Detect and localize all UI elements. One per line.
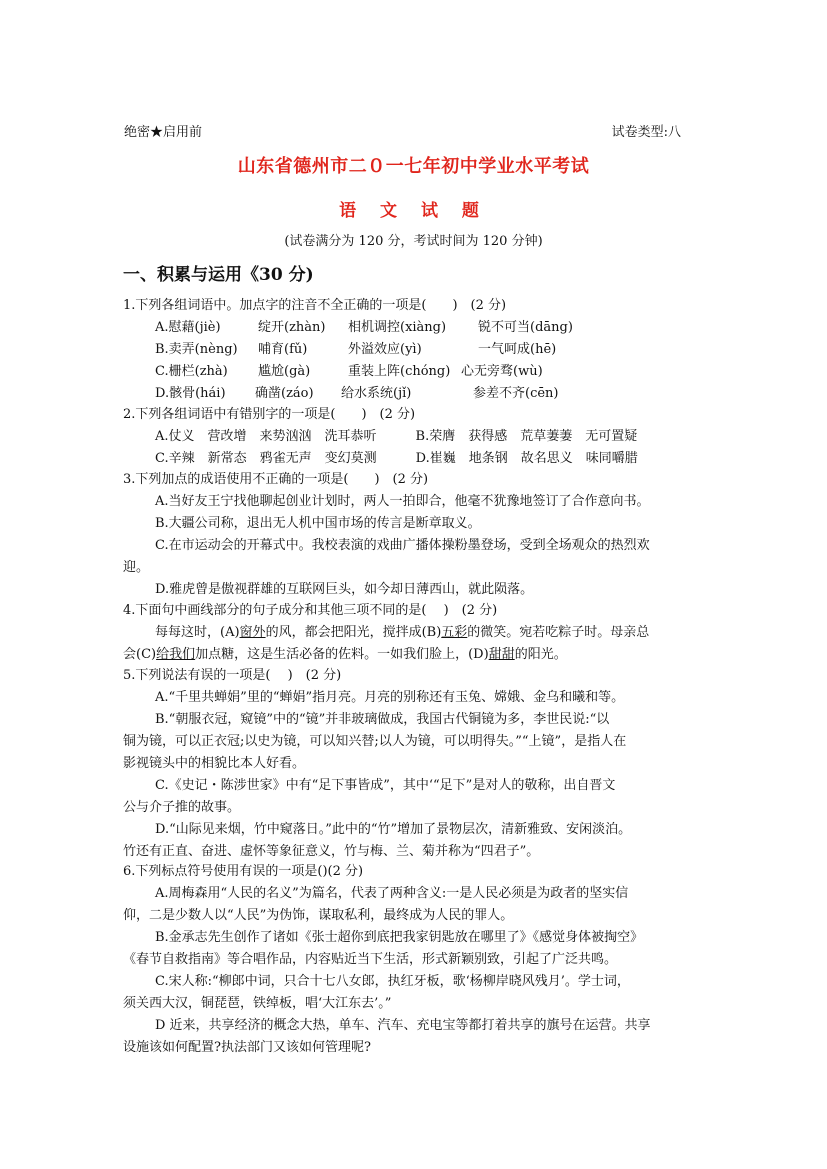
question-1-option-b [155,342,556,358]
option-item: 确凿(záo) [255,386,314,401]
question-3-option-a: A.当好友王宁找他聊起创业计划时，两人一拍即合，他毫不犹豫地签订了合作意向书。 [155,494,650,509]
question-3-option-d: D.雅虎曾是傲视群雄的互联网巨头，如今却日薄西山，就此陨落。 [155,582,534,597]
question-2-stem: 2.下列各组词语中有错别字的一项是( ) (2 分) [123,407,416,422]
exam-title: 山东省德州市二０一七年初中学业水平考试 [237,156,590,177]
passage-text: 每每这时，(A) [155,625,240,640]
option-item: 相机调控(xiàng) [348,320,447,335]
question-5-option-d-cont: 竹还有正直、奋进、虚怀等象征意义，竹与梅、兰、菊并称为“四君子”。 [123,844,540,859]
question-6-option-a-cont: 仰，二是少数人以“人民”为伪饰，谋取私利，最终成为人民的罪人。 [123,908,514,923]
question-6-option-b: B.金承志先生创作了诸如《张士超你到底把我家钥匙放在哪里了》《感觉身体被掏空》 [155,930,644,945]
question-4-passage-line-1 [155,625,649,641]
question-1-stem: 1.下列各组词语中。加点字的注音不全正确的一项是( ) (2 分) [123,298,507,313]
question-5-option-c: C.《史记・陈涉世家》中有“足下事皆成”，其中‘“足下”是对人的敬称，出自晋文 [155,778,616,793]
underlined-phrase-a: 窗外 [239,625,266,640]
question-5-option-b: B.“朝服衣冠，窥镜”中的“镜”并非玻璃做成，我国古代铜镜为多，李世民说:“以 [155,712,610,727]
option-item: 给水系统(jǐ) [341,386,412,401]
option-item: 绽开(zhàn) [258,320,326,335]
question-6-stem: 6.下列标点符号使用有误的一项是()(2 分) [123,864,364,879]
question-5-option-c-cont: 公与介子推的故事。 [123,800,241,815]
question-5-option-b-cont: 铜为镜，可以正衣冠;以史为镜，可以知兴替;以人为镜，可以明得失。”“上镜”，是指人在 [123,734,627,749]
question-1-option-d [155,386,559,402]
subject-title: 语 文 试 题 [339,201,488,221]
question-4-passage-line-2 [123,647,567,663]
passage-text: 会(C) [123,647,157,662]
option-item: C.栅栏(zhà) [155,364,228,379]
question-5-stem: 5.下列说法有误的一项是( ) (2 分) [123,668,342,683]
option-item: 重装上阵(chóng) [348,364,451,379]
question-2-options-cd: C.辛辣 新常态 鸦雀无声 变幻莫测 D.崔巍 地条钢 故名思义 味同嚼腊 [155,451,638,466]
question-1-option-a [155,320,573,336]
question-5-option-d: D.“山际见来烟，竹中窥落日。”此中的“竹”增加了景物层次，清新雅致、安闲淡泊。 [155,822,632,837]
option-item: 参差不齐(cēn) [473,386,559,401]
underlined-phrase-c: 给我们 [156,647,196,662]
question-6-option-b-cont: 《春节自救指南》等合唱作品，内容贴近当下生活，形式新颖别致，引起了广泛共鸣。 [123,952,618,967]
exam-note: (试卷满分为 120 分，考试时间为 120 分钟) [284,234,543,249]
passage-text: 的阳光。 [514,647,567,662]
confidential-label: 绝密★启用前 [124,125,203,140]
underlined-phrase-d: 甜甜 [488,647,515,662]
option-item: 外溢效应(yì) [348,342,422,357]
question-6-option-d: D 近来，共享经济的概念大热，单车、汽车、充电宝等都打着共享的旗号在运营。共享 [155,1018,651,1033]
section-heading: 一、积累与运用《30 分) [123,265,314,285]
question-6-option-d-cont: 设施该如何配置?执法部门又该如何管理呢? [123,1040,371,1055]
option-item: 心无旁骛(wù) [461,364,543,379]
question-1-option-c [155,364,543,380]
question-6-option-c-cont: 须关西大汉，铜琵琶，铁绰板，唱‘大江东去’。” [123,996,392,1011]
passage-text: 的微笑。宛若吃粽子时。母亲总 [467,625,650,640]
passage-text: 的风，都会把阳光，搅拌成(B) [265,625,442,640]
question-3-option-c: C.在市运动会的开幕式中。我校表演的戏曲广播体操粉墨登场，受到全场观众的热烈欢 [155,538,650,553]
option-item: 一气呵成(hē) [478,342,557,357]
underlined-phrase-b: 五彩 [441,625,468,640]
question-4-stem: 4.下面句中画线部分的句子成分和其他三项不同的是( ) (2 分) [123,603,498,618]
paper-type-label: 试卷类型:八 [611,125,681,140]
option-item: D.骸骨(hái) [155,386,226,401]
question-2-options-ab: A.仗义 营改增 来势汹汹 洗耳恭听 B.荣膺 获得感 荒草萋萋 无可置疑 [155,429,638,444]
option-item: 锐不可当(dāng) [478,320,573,335]
question-5-option-b-cont: 影视镜头中的相貌比本人好看。 [123,756,306,771]
option-item: B.卖弄(nèng) [155,342,238,357]
option-item: 尴尬(gà) [258,364,311,379]
option-item: 哺育(fǔ) [258,342,308,357]
option-item: A.慰藉(jiè) [155,320,221,335]
question-5-option-a: A.“千里共蝉娟”里的“蝉娟”指月亮。月亮的别称还有玉兔、嫦娥、金乌和曦和等。 [155,690,625,705]
question-3-option-c-cont: 迎。 [123,560,150,575]
passage-text: 加点糖，这是生活必备的佐料。一如我们脸上，(D) [195,647,489,662]
question-6-option-c: C.宋人称:“柳郎中词，只合十七八女郎，执红牙板，歌‘杨柳岸晓风残月’。学士词， [155,974,630,989]
question-3-stem: 3.下列加点的成语使用不正确的一项是( ) (2 分) [123,472,429,487]
question-6-option-a: A.周梅森用“人民的名义”为篇名，代表了两种含义:一是人民必须是为政者的坚实信 [155,886,629,901]
question-3-option-b: B.大疆公司称，退出无人机中国市场的传言是断章取义。 [155,516,481,531]
